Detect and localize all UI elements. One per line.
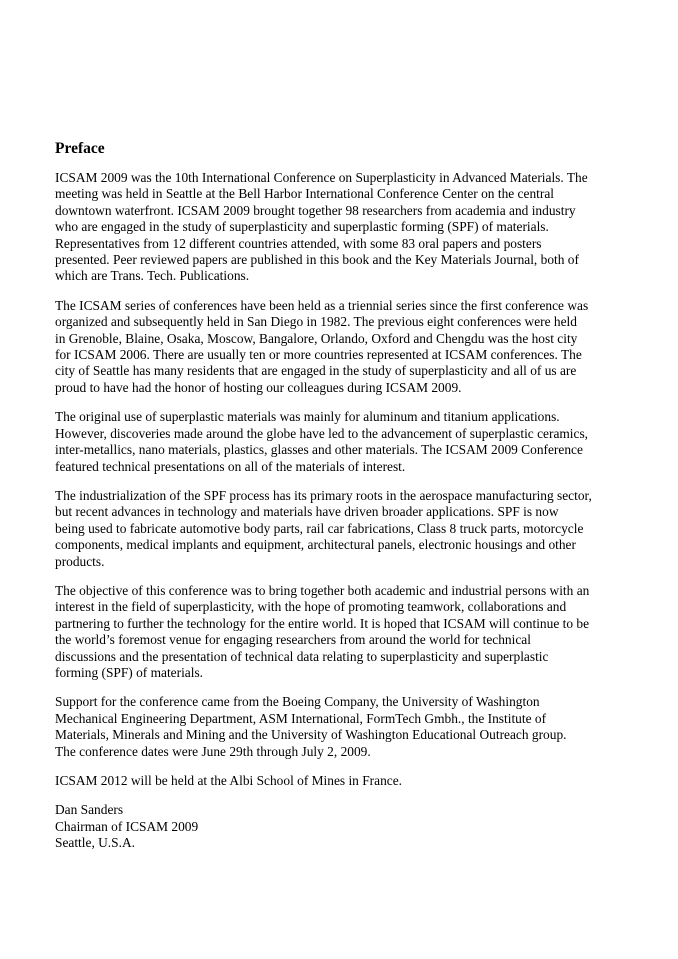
- paragraph-next-conference: [55, 773, 615, 789]
- text-line: products.: [55, 553, 105, 569]
- text-line: meeting was held in Seattle at the Bell Harbor International Conference Center on the central: [55, 186, 554, 202]
- text-line: interest in the field of superplasticity, with the hope of promoting teamwork, collaborations and: [55, 599, 567, 615]
- paragraph-series-history: [55, 298, 615, 396]
- text-line: The ICSAM series of conferences have been held as a triennial series since the first conference was: [55, 297, 589, 313]
- text-line: downtown waterfront. ICSAM 2009 brought together 98 researchers from academia and industry: [55, 202, 576, 218]
- text-line: The original use of superplastic materials was mainly for aluminum and titanium applications.: [55, 409, 560, 425]
- text-line: The objective of this conference was to bring together both academic and industrial persons with an: [55, 582, 590, 598]
- text-line: being used to fabricate automotive body parts, rail car fabrications, Class 8 truck parts, motorcycle: [55, 520, 584, 536]
- text-line: forming (SPF) of materials.: [55, 664, 204, 680]
- page-title: Preface: [55, 140, 105, 157]
- text-line: partnering to further the technology for the entire world. It is hoped that ICSAM will continue to be: [55, 615, 590, 631]
- text-line: The industrialization of the SPF process has its primary roots in the aerospace manufacturing sector,: [55, 487, 592, 503]
- signature-block: [55, 802, 615, 851]
- text-line: the world’s foremost venue for engaging researchers from around the world for technical: [55, 632, 531, 648]
- text-line: discussions and the presentation of technical data relating to superplasticity and superplastic: [55, 648, 549, 664]
- preface-page: [55, 140, 615, 852]
- text-line: proud to have had the honor of hosting our colleagues during ICSAM 2009.: [55, 379, 462, 395]
- text-line: for ICSAM 2006. There are usually ten or more countries represented at ICSAM conferences. The: [55, 347, 582, 363]
- text-line: ICSAM 2012 will be held at the Albi School of Mines in France.: [55, 773, 403, 788]
- text-line: presented. Peer reviewed papers are published in this book and the Key Materials Journal, both of: [55, 252, 579, 268]
- text-line: but recent advances in technology and materials have driven broader applications. SPF is now: [55, 504, 559, 520]
- text-line: city of Seattle has many residents that are engaged in the study of superplasticity and all of us are: [55, 363, 577, 379]
- signature-name: Dan Sanders: [55, 802, 124, 818]
- paragraph-industrialization: [55, 488, 615, 570]
- text-line: Representatives from 12 different countries attended, with some 83 oral papers and posters: [55, 235, 542, 251]
- text-line: inter-metallics, nano materials, plastics, glasses and other materials. The ICSAM 2009 Conference: [55, 442, 583, 458]
- text-line: Materials, Minerals and Mining and the University of Washington Educational Outreach group.: [55, 727, 567, 743]
- text-line: The conference dates were June 29th through July 2, 2009.: [55, 743, 371, 759]
- signature-role: Chairman of ICSAM 2009: [55, 818, 199, 834]
- text-line: organized and subsequently held in San Diego in 1982. The previous eight conferences were held: [55, 314, 577, 330]
- text-line: who are engaged in the study of superplasticity and superplastic forming (SPF) of materials.: [55, 219, 549, 235]
- paragraph-support: [55, 694, 615, 760]
- text-line: Support for the conference came from the Boeing Company, the University of Washington: [55, 694, 540, 710]
- text-line: ICSAM 2009 was the 10th International Conference on Superplasticity in Advanced Materials. The: [55, 170, 588, 185]
- paragraph-objective: [55, 583, 615, 681]
- text-line: Mechanical Engineering Department, ASM International, FormTech Gmbh., the Institute of: [55, 710, 547, 726]
- text-line: components, medical implants and equipment, architectural panels, electronic housings and other: [55, 537, 576, 553]
- paragraph-conference-overview: [55, 170, 615, 285]
- text-line: in Grenoble, Blaine, Osaka, Moscow, Bangalore, Orlando, Oxford and Chengdu was the host city: [55, 330, 578, 346]
- text-line: which are Trans. Tech. Publications.: [55, 268, 250, 284]
- text-line: However, discoveries made around the globe have led to the advancement of superplastic ceramics,: [55, 425, 589, 441]
- paragraph-materials: [55, 409, 615, 475]
- text-line: featured technical presentations on all of the materials of interest.: [55, 458, 406, 474]
- signature-location: Seattle, U.S.A.: [55, 835, 135, 851]
